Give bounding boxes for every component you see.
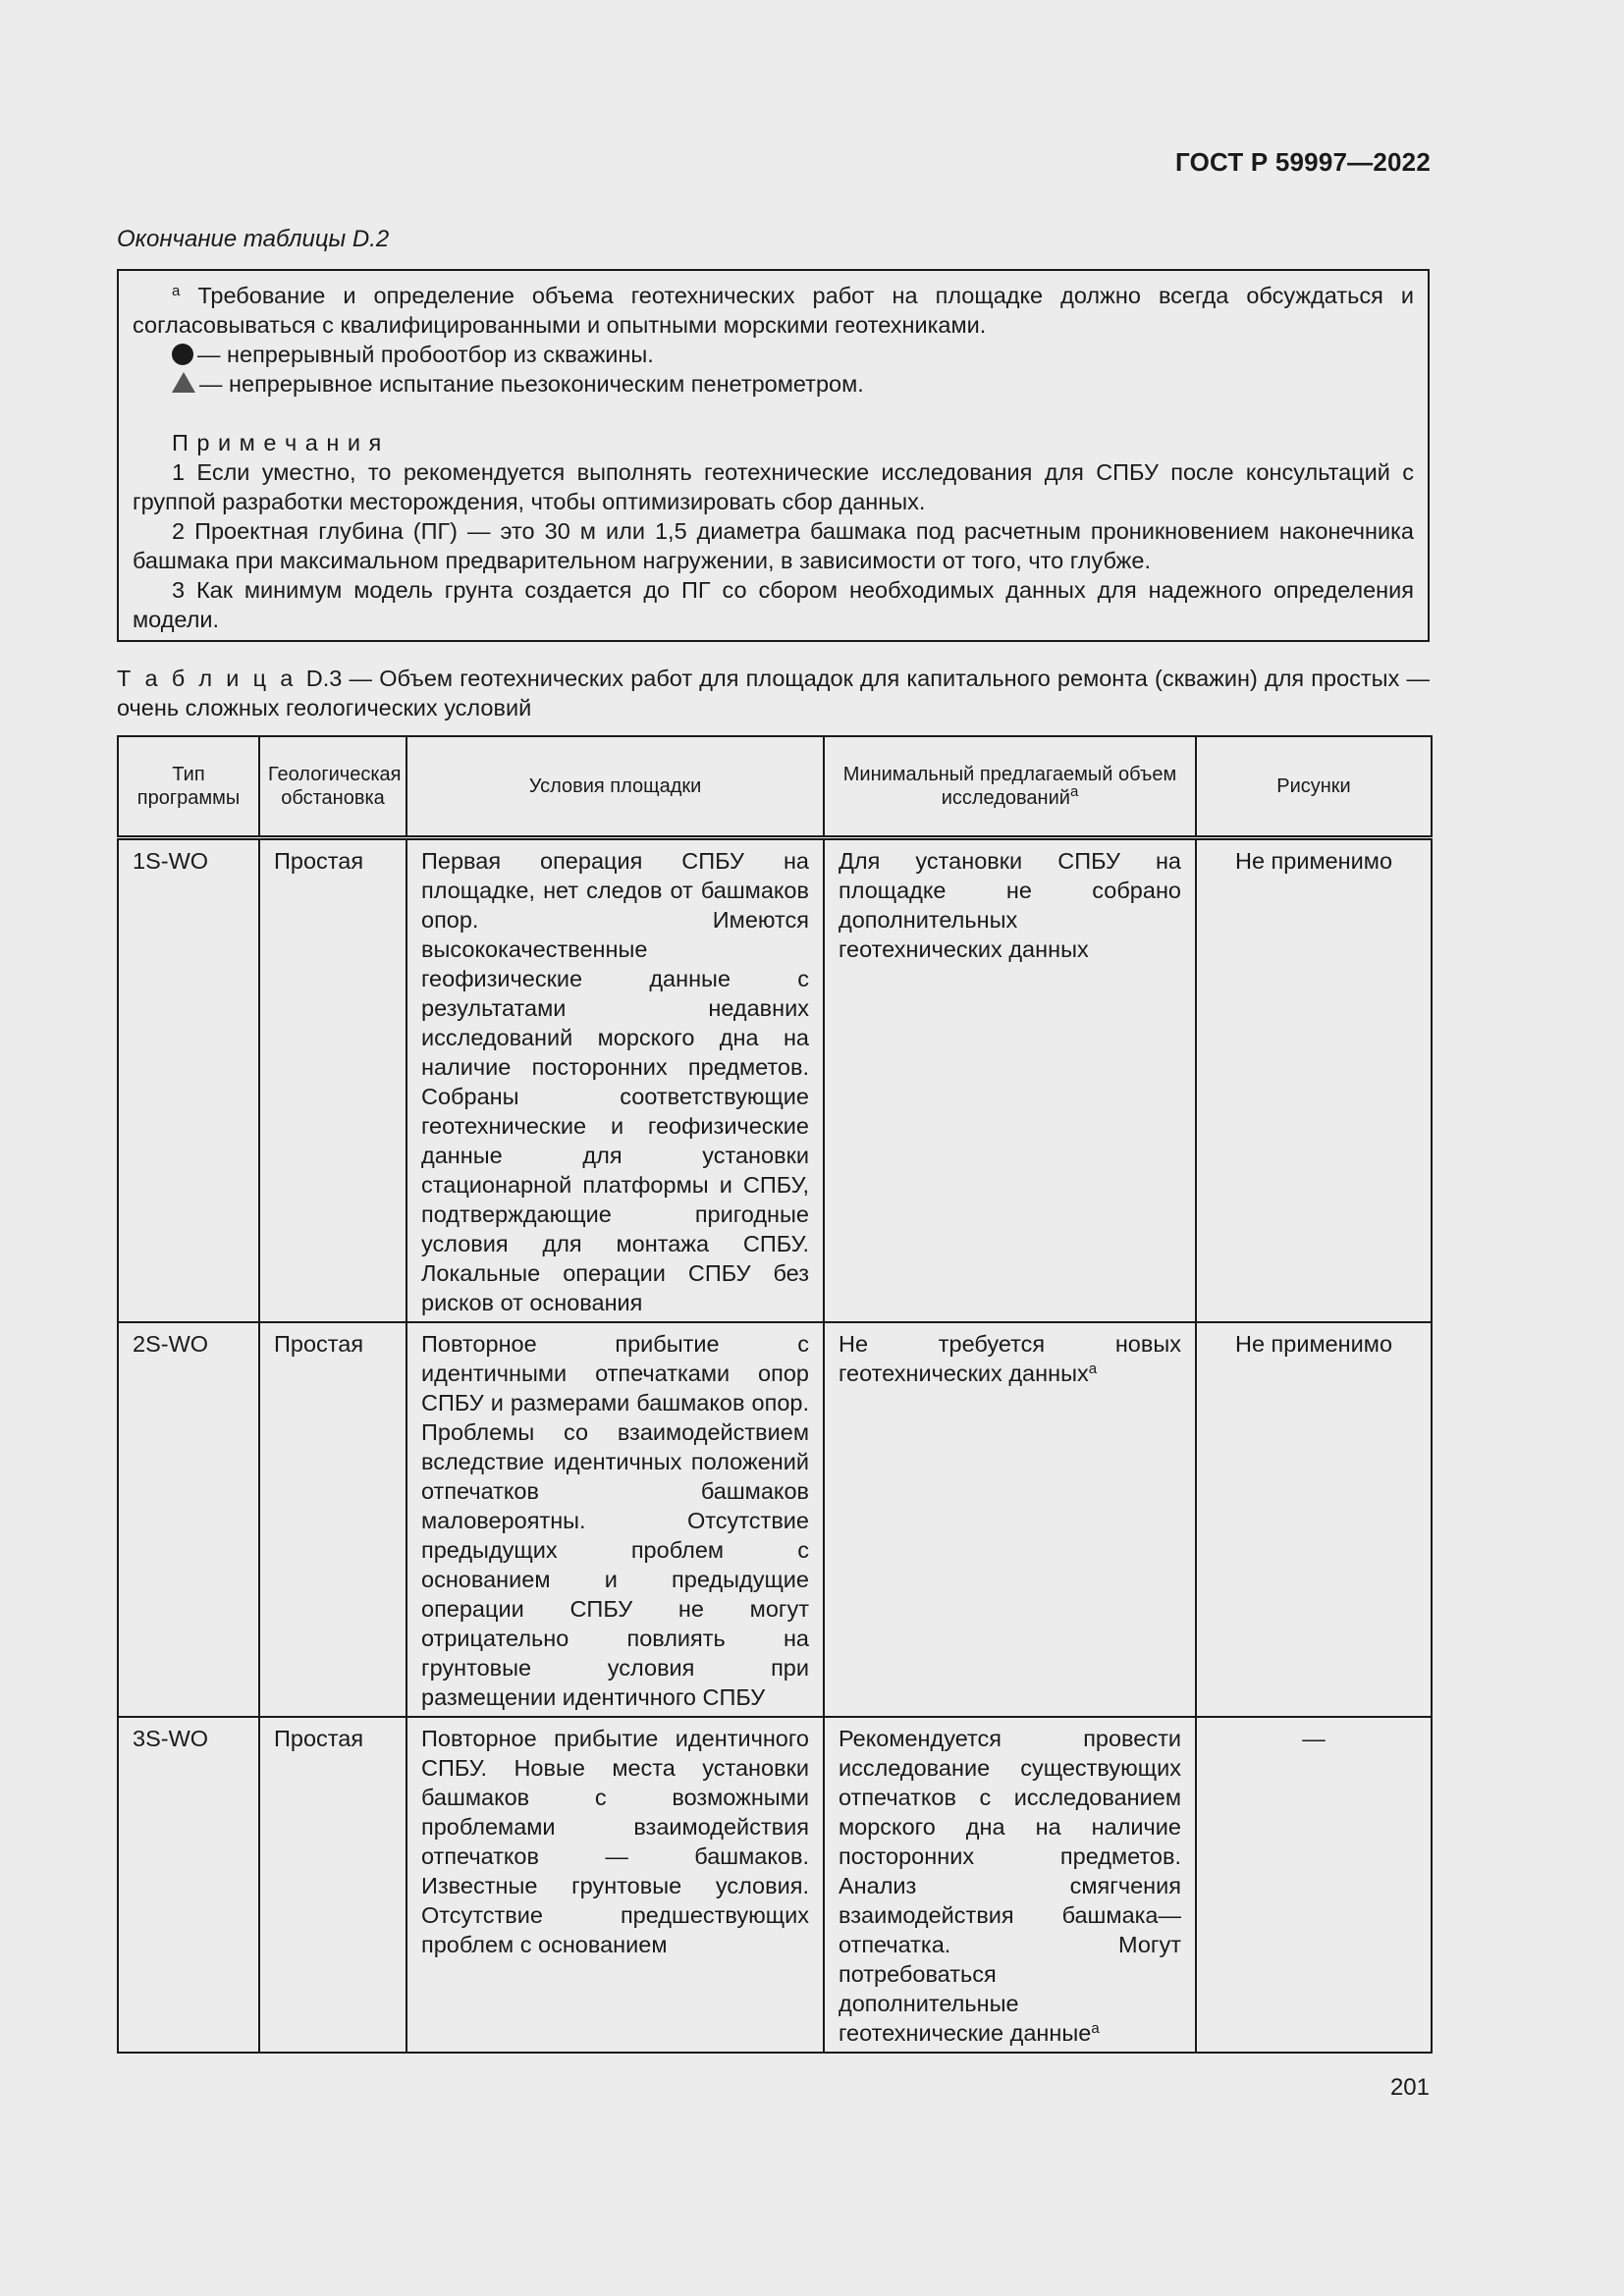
- cell-scope-text: Для установки СПБУ на площадке не собрано дополнительных геотехнических данных: [839, 848, 1181, 962]
- footnote-a-text: Требование и определение объема геотехнических работ на площадке должно всегда обсуждаться и согласовываться с квалифицированными и опытными морскими геотехниками.: [133, 283, 1414, 338]
- header-scope-text: Минимальный предлагаемый объем исследований: [842, 764, 1177, 809]
- cell-scope-text: Не требуется новых геотехнических данных: [839, 1331, 1181, 1386]
- cell-program-type: 2S-WO: [118, 1322, 259, 1717]
- cell-scope-text: Рекомендуется провести исследование существующих отпечатков с исследованием морского дна на наличие посторонних предметов. Анализ смягчения взаимодействия башмака—отпечатка. Могут потребоваться дополнительные геотехнические данные: [839, 1726, 1181, 2046]
- page-number: 201: [1389, 2074, 1430, 2101]
- continuation-label: Окончание таблицы D.2: [117, 226, 390, 252]
- table-row: [118, 1322, 1432, 1717]
- cell-conditions: Повторное прибытие с идентичными отпечатками опор СПБУ и размерами башмаков опор. Проблемы со взаимодействием вследствие идентичных положений отпечатков башмаков маловероятны. Отсутствие предыдущих проблем с основанием и предыдущие операции СПБУ не могут отрицательно повлиять на грунтовые условия при размещении идентичного СПБУ: [406, 1322, 824, 1717]
- cell-scope: [824, 1322, 1196, 1717]
- cell-scope-sup: a: [1088, 1361, 1098, 1377]
- cell-scope: [824, 1717, 1196, 2053]
- cell-figures: Не применимо: [1196, 1322, 1432, 1717]
- table-d3: [117, 735, 1433, 2054]
- cell-geology: Простая: [259, 1322, 406, 1717]
- header-site-conditions: Условия площадки: [406, 736, 824, 838]
- table-row: [118, 838, 1432, 1323]
- header-program-type: Тип программы: [118, 736, 259, 838]
- footnote-a: [133, 281, 1414, 340]
- document-id: ГОСТ Р 59997—2022: [1175, 147, 1431, 177]
- cell-figures: Не применимо: [1196, 838, 1432, 1323]
- cell-scope: [824, 838, 1196, 1323]
- cell-figures: —: [1196, 1717, 1432, 2053]
- legend-circle-text: — непрерывный пробоотбор из скважины.: [197, 342, 654, 367]
- table-header-row: [118, 736, 1432, 838]
- notes-title: П р и м е ч а н и я: [172, 430, 383, 455]
- header-figures: Рисунки: [1196, 736, 1432, 838]
- cell-program-type: 1S-WO: [118, 838, 259, 1323]
- header-geology: Геологическая обстановка: [259, 736, 406, 838]
- cell-conditions: Первая операция СПБУ на площадке, нет следов от башмаков опор. Имеются высококачественные геофизические данные с результатами недавних исследований морского дна на наличие посторонних предметов. Собраны соответствующие геотехнические и геофизические данные для установки стационарной платформы и СПБУ, подтверждающие пригодные условия для монтажа СПБУ. Локальные операции СПБУ без рисков от основания: [406, 838, 824, 1323]
- legend-circle-line: [133, 340, 1414, 369]
- cell-scope-sup: a: [1091, 2020, 1100, 2037]
- triangle-icon: [172, 372, 195, 393]
- footnote-a-marker: a: [172, 283, 181, 299]
- cell-geology: Простая: [259, 1717, 406, 2053]
- legend-triangle-line: [133, 369, 1414, 399]
- caption-label: Т а б л и ц а: [117, 666, 297, 691]
- legend-triangle-text: — непрерывное испытание пьезоконическим пенетрометром.: [199, 371, 864, 397]
- cell-conditions: Повторное прибытие идентичного СПБУ. Новые места установки башмаков с возможными проблемами взаимодействия отпечатков — башмаков. Известные грунтовые условия. Отсутствие предшествующих проблем с основанием: [406, 1717, 824, 2053]
- filled-circle-icon: [172, 344, 193, 365]
- cell-geology: Простая: [259, 838, 406, 1323]
- note-1: 1 Если уместно, то рекомендуется выполнять геотехнические исследования для СПБУ после консультаций с группой разработки месторождения, чтобы оптимизировать сбор данных.: [133, 459, 1414, 514]
- note-3: 3 Как минимум модель грунта создается до ПГ со сбором необходимых данных для надежного определения модели.: [133, 577, 1414, 632]
- header-scope: [824, 736, 1196, 838]
- table-d3-caption: [117, 664, 1430, 722]
- note-2: 2 Проектная глубина (ПГ) — это 30 м или 1,5 диаметра башмака под расчетным проникновением наконечника башмака при максимальном предварительном нагружении, в зависимости от того, что глубже.: [133, 518, 1414, 573]
- cell-program-type: 3S-WO: [118, 1717, 259, 2053]
- header-scope-sup: a: [1069, 783, 1079, 800]
- table-d2-notes-box: [117, 269, 1430, 642]
- caption-text: D.3 — Объем геотехнических работ для площадок для капитального ремонта (скважин) для простых — очень сложных геологических условий: [117, 666, 1430, 721]
- table-row: [118, 1717, 1432, 2053]
